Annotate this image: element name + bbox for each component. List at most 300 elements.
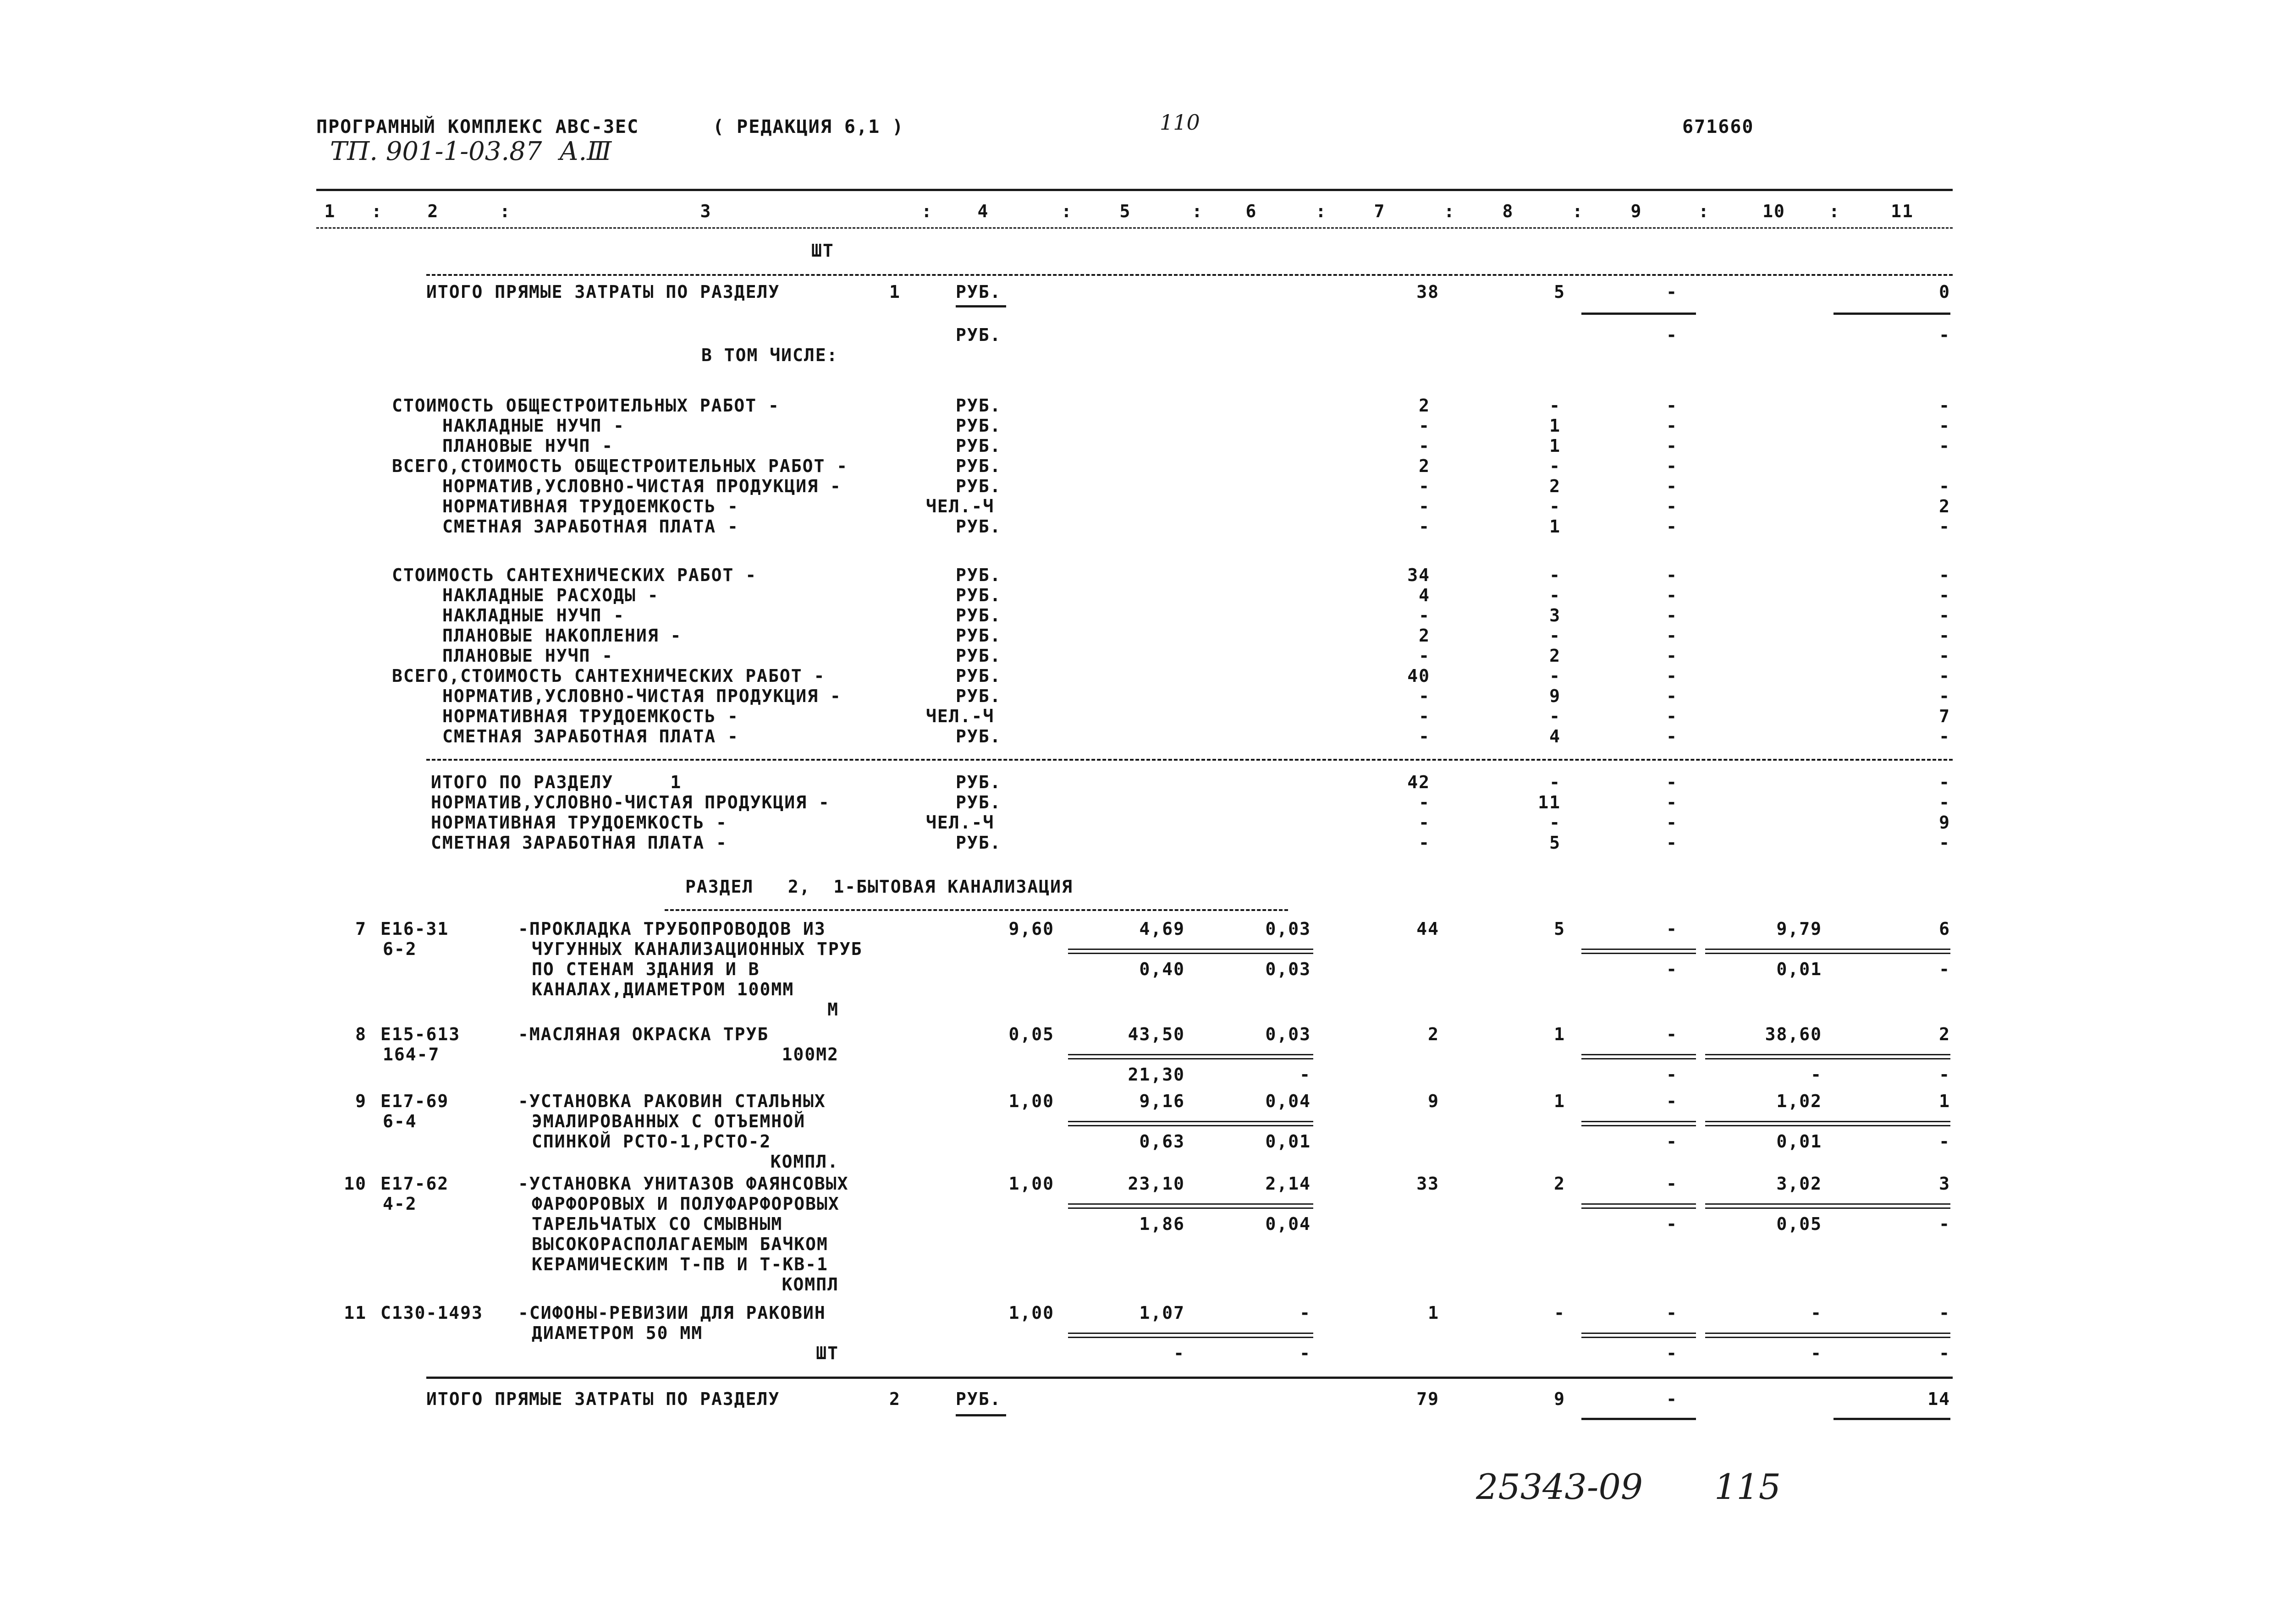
machine-cell: -: [1666, 706, 1678, 726]
column-number: 7: [1374, 201, 1386, 221]
cell-divider: [1705, 1054, 1829, 1059]
column-separator: :: [1698, 201, 1710, 221]
album-ref: А.Ⅲ: [559, 137, 612, 166]
machine-cell: -: [1666, 772, 1678, 792]
unit-cell: РУБ.: [956, 436, 1002, 456]
unit-cell: ЧЕЛ.-Ч: [926, 812, 995, 833]
wage-cell: -: [1549, 666, 1561, 686]
cell-underline: [1581, 313, 1696, 315]
unit-cell: РУБ.: [956, 686, 1002, 706]
item-description: ФАРФОРОВЫХ И ПОЛУФАРФОРОВЫХ: [532, 1194, 840, 1214]
item-unit: КОМПЛ: [782, 1274, 839, 1295]
machine-cell: -: [1666, 516, 1678, 537]
machine-cell: -: [1666, 416, 1678, 436]
unit-cell: РУБ.: [956, 325, 1002, 345]
column-separator: :: [1444, 201, 1455, 221]
item-description: -МАСЛЯНАЯ ОКРАСКА ТРУБ: [518, 1024, 769, 1044]
column-number: 1: [324, 201, 336, 221]
unit-price-sub: 0,40: [1139, 959, 1185, 979]
wage-total: 9: [1554, 1389, 1565, 1409]
unit-wage-cell: 0,04: [1265, 1091, 1311, 1111]
labour-cell: -: [1939, 792, 1950, 812]
machine-cell: -: [1666, 646, 1678, 666]
machine-sub: -: [1666, 1343, 1678, 1363]
cost-cell: 33: [1416, 1174, 1439, 1194]
labour-cell: 7: [1939, 706, 1950, 726]
column-separator: :: [1829, 201, 1840, 221]
cost-cell: -: [1419, 416, 1430, 436]
norm-cell: -: [1811, 1303, 1822, 1323]
norm-cell: 1,02: [1776, 1091, 1822, 1111]
labour-sub: -: [1939, 1131, 1950, 1152]
cost-cell: -: [1419, 812, 1430, 833]
cell-divider: [1192, 949, 1313, 954]
cell-divider: [1068, 949, 1192, 954]
labour-cell: 1: [1939, 1091, 1950, 1111]
wage-cell: -: [1549, 812, 1561, 833]
section2-total-rule: [426, 1377, 1953, 1379]
header-rule-bottom: [316, 227, 1953, 229]
wage-cell: 5: [1549, 833, 1561, 853]
cell-divider: [1581, 1333, 1696, 1338]
machine-cell: -: [1666, 436, 1678, 456]
edition-label: ( РЕДАКЦИЯ 6,1 ): [713, 116, 904, 137]
cell-divider: [1192, 1333, 1313, 1338]
wage-cell: -: [1549, 772, 1561, 792]
machine-sub: -: [1666, 1064, 1678, 1085]
unit-cell: РУБ.: [956, 666, 1002, 686]
summary-row-label: НОРМАТИВ,УСЛОВНО-ЧИСТАЯ ПРОДУКЦИЯ -: [442, 686, 842, 706]
item-description: -УСТАНОВКА РАКОВИН СТАЛЬНЫХ: [518, 1091, 826, 1111]
wage-cell: -: [1549, 706, 1561, 726]
norm-sub: -: [1811, 1343, 1822, 1363]
labour-cell: -: [1939, 436, 1950, 456]
machine-cell: -: [1666, 1174, 1678, 1194]
wage-cell: 5: [1554, 919, 1565, 939]
section1-total-num: 1: [889, 282, 901, 302]
cell-divider: [1068, 1054, 1192, 1059]
cell-divider: [1705, 949, 1829, 954]
cell-divider: [1581, 949, 1696, 954]
unit-cell: РУБ.: [956, 1389, 1002, 1409]
wage-cell: -: [1549, 585, 1561, 605]
cost-cell: -: [1419, 436, 1430, 456]
labour-cell: -: [1939, 416, 1950, 436]
column-number: 10: [1762, 201, 1785, 221]
item-code: Е17-62: [380, 1174, 449, 1194]
unit-wage-cell: 2,14: [1265, 1174, 1311, 1194]
item-number: 9: [355, 1091, 367, 1111]
labour-cell: -: [1939, 646, 1950, 666]
wage-cell: 4: [1549, 726, 1561, 746]
norm-sub: 0,01: [1776, 959, 1822, 979]
cell-divider: [1829, 1333, 1950, 1338]
unit-wage-cell: 0,03: [1265, 1024, 1311, 1044]
machine-cell: -: [1666, 496, 1678, 516]
summary-row-label: НОРМАТИВНАЯ ТРУДОЕМКОСТЬ -: [431, 812, 727, 833]
labour-sub: -: [1939, 1064, 1950, 1085]
cell-divider: [1705, 1203, 1829, 1209]
item-code-ref: 4-2: [383, 1194, 417, 1214]
wage-cell: -: [1549, 625, 1561, 646]
cost-cell: -: [1419, 476, 1430, 496]
cell-divider: [1705, 1121, 1829, 1126]
unit-cell: РУБ.: [956, 646, 1002, 666]
cost-cell: -: [1419, 646, 1430, 666]
labour-total: 0: [1939, 282, 1950, 302]
cell-underline: [1581, 1418, 1696, 1420]
subtotal-rule: [426, 759, 1953, 761]
unit-wage-cell: 0,03: [1265, 919, 1311, 939]
labour-cell: 9: [1939, 812, 1950, 833]
summary-row-label: НОРМАТИВ,УСЛОВНО-ЧИСТАЯ ПРОДУКЦИЯ -: [442, 476, 842, 496]
wage-cell: 11: [1538, 792, 1561, 812]
machine-cell: -: [1666, 456, 1678, 476]
unit-cell: РУБ.: [956, 772, 1002, 792]
unit-cell: РУБ.: [956, 395, 1002, 416]
summary-row-label: ИТОГО ПО РАЗДЕЛУ 1: [431, 772, 682, 792]
summary-row-label: СМЕТНАЯ ЗАРАБОТНАЯ ПЛАТА -: [442, 726, 739, 746]
machine-cell: -: [1666, 726, 1678, 746]
labour-sub: -: [1939, 1343, 1950, 1363]
summary-row-label: ВСЕГО,СТОИМОСТЬ ОБЩЕСТРОИТЕЛЬНЫХ РАБОТ -: [392, 456, 848, 476]
unit-cell: РУБ.: [956, 456, 1002, 476]
archive-number: 25343-09: [1476, 1466, 1643, 1507]
cost-cell: 2: [1419, 395, 1430, 416]
machine-cell: -: [1666, 395, 1678, 416]
wage-cell: 3: [1549, 605, 1561, 625]
column-number: 6: [1245, 201, 1257, 221]
unit-price-sub: 21,30: [1128, 1064, 1185, 1085]
sheet-number: 115: [1714, 1466, 1781, 1507]
machine-sub: -: [1666, 1214, 1678, 1234]
unit-cell: РУБ.: [956, 605, 1002, 625]
labour-total: 14: [1927, 1389, 1950, 1409]
norm-cell: 9,79: [1776, 919, 1822, 939]
cost-cell: 2: [1419, 456, 1430, 476]
cell-divider: [1581, 1203, 1696, 1209]
machine-total: -: [1666, 282, 1678, 302]
machine-cell: -: [1666, 565, 1678, 585]
unit-cell: ЧЕЛ.-Ч: [926, 496, 995, 516]
unit-wage-sub: -: [1299, 1343, 1311, 1363]
including-heading: В ТОМ ЧИСЛЕ:: [701, 345, 838, 365]
item-code-ref: 6-2: [383, 939, 417, 959]
section2-total-num: 2: [889, 1389, 901, 1409]
machine-cell: -: [1666, 812, 1678, 833]
machine-cell: -: [1666, 605, 1678, 625]
project-ref: ТП. 901-1-03.87: [330, 137, 542, 166]
quantity-cell: 9,60: [1008, 919, 1054, 939]
summary-row-label: СТОИМОСТЬ ОБЩЕСТРОИТЕЛЬНЫХ РАБОТ -: [392, 395, 780, 416]
unit-cell: РУБ.: [956, 585, 1002, 605]
item-description: -ПРОКЛАДКА ТРУБОПРОВОДОВ ИЗ: [518, 919, 826, 939]
item-number: 10: [344, 1174, 367, 1194]
item-unit: М: [827, 999, 839, 1020]
labour-cell: 2: [1939, 496, 1950, 516]
unit-wage-cell: -: [1299, 1303, 1311, 1323]
cell-divider: [1192, 1121, 1313, 1126]
labour-cell: 2: [1939, 1024, 1950, 1044]
item-number: 7: [355, 919, 367, 939]
quantity-cell: 1,00: [1008, 1091, 1054, 1111]
column-number: 3: [700, 201, 712, 221]
unit-wage-sub: -: [1299, 1064, 1311, 1085]
column-separator: :: [371, 201, 383, 221]
wage-cell: -: [1549, 565, 1561, 585]
cost-cell: -: [1419, 706, 1430, 726]
labour-cell: -: [1939, 726, 1950, 746]
wage-cell: 2: [1554, 1174, 1565, 1194]
quantity-cell: 1,00: [1008, 1303, 1054, 1323]
item-description: КЕРАМИЧЕСКИМ Т-ПВ И Т-КВ-1: [532, 1254, 828, 1274]
item-code: С130-1493: [380, 1303, 483, 1323]
cell-divider: [1068, 1333, 1192, 1338]
section2-title: РАЗДЕЛ 2, 1-БЫТОВАЯ КАНАЛИЗАЦИЯ: [685, 877, 1073, 897]
summary-row-label: НАКЛАДНЫЕ НУЧП -: [442, 605, 625, 625]
cell-underline: [1834, 313, 1950, 315]
item-number: 8: [355, 1024, 367, 1044]
norm-sub: -: [1811, 1064, 1822, 1085]
cell-divider: [1829, 949, 1950, 954]
item-description: СПИНКОЙ РСТО-1,РСТО-2: [532, 1131, 771, 1152]
summary-row-label: ПЛАНОВЫЕ НУЧП -: [442, 646, 614, 666]
unit-price-sub: -: [1173, 1343, 1185, 1363]
labour-cell: 3: [1939, 1174, 1950, 1194]
machine-sub: -: [1666, 1131, 1678, 1152]
labour-cell: -: [1939, 625, 1950, 646]
norm-cell: 38,60: [1765, 1024, 1822, 1044]
labour-cell: -: [1939, 565, 1950, 585]
top-unit: ШТ: [811, 241, 834, 261]
machine-sub: -: [1666, 959, 1678, 979]
item-code: Е16-31: [380, 919, 449, 939]
column-separator: :: [1572, 201, 1584, 221]
wage-cell: -: [1549, 496, 1561, 516]
summary-row-label: СМЕТНАЯ ЗАРАБОТНАЯ ПЛАТА -: [431, 833, 727, 853]
wage-total: 5: [1554, 282, 1565, 302]
item-number: 11: [344, 1303, 367, 1323]
summary-row-label: СМЕТНАЯ ЗАРАБОТНАЯ ПЛАТА -: [442, 516, 739, 537]
unit-cell: РУБ.: [956, 282, 1002, 302]
wage-cell: 1: [1554, 1091, 1565, 1111]
labour-cell: -: [1939, 476, 1950, 496]
cell-divider: [1068, 1203, 1192, 1209]
item-code-ref: 6-4: [383, 1111, 417, 1131]
wage-cell: 1: [1549, 436, 1561, 456]
cost-cell: 2: [1419, 625, 1430, 646]
section1-total-label: ИТОГО ПРЯМЫЕ ЗАТРАТЫ ПО РАЗДЕЛУ: [426, 282, 780, 302]
cost-cell: -: [1419, 605, 1430, 625]
item-unit: КОМПЛ.: [770, 1152, 839, 1172]
item-description: -СИФОНЫ-РЕВИЗИИ ДЛЯ РАКОВИН: [518, 1303, 826, 1323]
labour-cell: -: [1939, 605, 1950, 625]
wage-cell: 2: [1549, 476, 1561, 496]
cost-cell: -: [1419, 496, 1430, 516]
column-number: 4: [977, 201, 989, 221]
summary-row-label: СТОИМОСТЬ САНТЕХНИЧЕСКИХ РАБОТ -: [392, 565, 757, 585]
unit-cell: РУБ.: [956, 565, 1002, 585]
page-mark: 110: [1160, 110, 1200, 135]
wage-cell: 1: [1549, 416, 1561, 436]
unit-cell: ЧЕЛ.-Ч: [926, 706, 995, 726]
machine-total: -: [1666, 1389, 1678, 1409]
wage-cell: -: [1554, 1303, 1565, 1323]
quantity-cell: 0,05: [1008, 1024, 1054, 1044]
item-code: Е15-613: [380, 1024, 461, 1044]
cell-divider: [1581, 1121, 1696, 1126]
labour-cell: -: [1939, 772, 1950, 792]
item-description: ЧУГУННЫХ КАНАЛИЗАЦИОННЫХ ТРУБ: [532, 939, 863, 959]
program-title: ПРОГРАМНЫЙ КОМПЛЕКС АВС-ЗЕС: [316, 116, 639, 137]
unit-price-sub: 1,86: [1139, 1214, 1185, 1234]
cost-cell: -: [1419, 516, 1430, 537]
cost-cell: 44: [1416, 919, 1439, 939]
doc-code: 671660: [1682, 116, 1754, 137]
summary-row-label: ПЛАНОВЫЕ НУЧП -: [442, 436, 614, 456]
cost-total: 38: [1416, 282, 1439, 302]
item-code-ref: 164-7: [383, 1044, 440, 1064]
cost-cell: -: [1419, 833, 1430, 853]
wage-cell: 1: [1549, 516, 1561, 537]
machine-cell: -: [1666, 1024, 1678, 1044]
cell-divider: [1829, 1121, 1950, 1126]
labour-cell: -: [1939, 585, 1950, 605]
wage-cell: 2: [1549, 646, 1561, 666]
summary-row-label: ПЛАНОВЫЕ НАКОПЛЕНИЯ -: [442, 625, 682, 646]
unit-wage-sub: 0,03: [1265, 959, 1311, 979]
item-unit: 100М2: [782, 1044, 839, 1064]
item-description: ЭМАЛИРОВАННЫХ С ОТЪЕМНОЙ: [532, 1111, 806, 1131]
unit-price-sub: 0,63: [1139, 1131, 1185, 1152]
unit-cell: РУБ.: [956, 516, 1002, 537]
quantity-cell: 1,00: [1008, 1174, 1054, 1194]
cell-divider: [1192, 1054, 1313, 1059]
unit-wage-sub: 0,04: [1265, 1214, 1311, 1234]
cell-divider: [1829, 1054, 1950, 1059]
machine-cell: -: [1666, 686, 1678, 706]
cell-underline: [1834, 1418, 1950, 1420]
cost-cell: 34: [1407, 565, 1430, 585]
labour-cell: -: [1939, 833, 1950, 853]
column-number: 11: [1891, 201, 1914, 221]
unit-price-cell: 9,16: [1139, 1091, 1185, 1111]
unit-price-cell: 23,10: [1128, 1174, 1185, 1194]
header-rule-top: [316, 189, 1953, 191]
cost-cell: -: [1419, 726, 1430, 746]
unit-cell: РУБ.: [956, 416, 1002, 436]
labour-sub: -: [1939, 959, 1950, 979]
unit-cell: РУБ.: [956, 792, 1002, 812]
machine-cell: -: [1666, 666, 1678, 686]
machine-cell: -: [1666, 476, 1678, 496]
unit-underline: [956, 1414, 1006, 1416]
cell-divider: [1068, 1121, 1192, 1126]
item-unit: ШТ: [816, 1343, 839, 1363]
cell-divider: [1581, 1054, 1696, 1059]
machine-total: -: [1666, 325, 1678, 345]
column-separator: :: [1061, 201, 1073, 221]
summary-row-label: НАКЛАДНЫЕ РАСХОДЫ -: [442, 585, 659, 605]
summary-row-label: НОРМАТИВНАЯ ТРУДОЕМКОСТЬ -: [442, 496, 739, 516]
labour-cell: -: [1939, 516, 1950, 537]
cell-divider: [1705, 1333, 1829, 1338]
cost-cell: -: [1419, 686, 1430, 706]
unit-cell: РУБ.: [956, 833, 1002, 853]
wage-cell: -: [1549, 456, 1561, 476]
column-separator: :: [1316, 201, 1327, 221]
column-separator: :: [921, 201, 933, 221]
item-description: ВЫСОКОРАСПОЛАГАЕМЫМ БАЧКОМ: [532, 1234, 828, 1254]
unit-cell: РУБ.: [956, 726, 1002, 746]
norm-cell: 3,02: [1776, 1174, 1822, 1194]
item-description: ПО СТЕНАМ ЗДАНИЯ И В: [532, 959, 760, 979]
column-number: 9: [1630, 201, 1642, 221]
section2-title-rule: [665, 909, 1288, 911]
column-number: 5: [1119, 201, 1131, 221]
machine-cell: -: [1666, 585, 1678, 605]
section2-total-label: ИТОГО ПРЯМЫЕ ЗАТРАТЫ ПО РАЗДЕЛУ: [426, 1389, 780, 1409]
unit-price-cell: 1,07: [1139, 1303, 1185, 1323]
item-description: КАНАЛАХ,ДИАМЕТРОМ 100ММ: [532, 979, 794, 999]
labour-total: -: [1939, 325, 1950, 345]
wage-cell: 9: [1549, 686, 1561, 706]
summary-row-label: НОРМАТИВНАЯ ТРУДОЕМКОСТЬ -: [442, 706, 739, 726]
labour-cell: -: [1939, 686, 1950, 706]
unit-wage-sub: 0,01: [1265, 1131, 1311, 1152]
machine-cell: -: [1666, 1303, 1678, 1323]
unit-underline: [956, 305, 1006, 307]
labour-cell: -: [1939, 666, 1950, 686]
section1-total-rule: [426, 274, 1953, 276]
labour-sub: -: [1939, 1214, 1950, 1234]
unit-cell: РУБ.: [956, 625, 1002, 646]
summary-row-label: НОРМАТИВ,УСЛОВНО-ЧИСТАЯ ПРОДУКЦИЯ -: [431, 792, 830, 812]
machine-cell: -: [1666, 1091, 1678, 1111]
item-description: ДИАМЕТРОМ 50 ММ: [532, 1323, 703, 1343]
cost-cell: 4: [1419, 585, 1430, 605]
column-separator: :: [500, 201, 511, 221]
unit-price-cell: 43,50: [1128, 1024, 1185, 1044]
cost-cell: 9: [1428, 1091, 1439, 1111]
norm-sub: 0,05: [1776, 1214, 1822, 1234]
cell-divider: [1192, 1203, 1313, 1209]
item-description: ТАРЕЛЬЧАТЫХ СО СМЫВНЫМ: [532, 1214, 783, 1234]
wage-cell: -: [1549, 395, 1561, 416]
summary-row-label: ВСЕГО,СТОИМОСТЬ САНТЕХНИЧЕСКИХ РАБОТ -: [392, 666, 826, 686]
summary-row-label: НАКЛАДНЫЕ НУЧП -: [442, 416, 625, 436]
column-number: 2: [427, 201, 439, 221]
unit-price-cell: 4,69: [1139, 919, 1185, 939]
machine-cell: -: [1666, 919, 1678, 939]
machine-cell: -: [1666, 792, 1678, 812]
cost-total: 79: [1416, 1389, 1439, 1409]
cost-cell: -: [1419, 792, 1430, 812]
cost-cell: 42: [1407, 772, 1430, 792]
column-number: 8: [1502, 201, 1514, 221]
cost-cell: 2: [1428, 1024, 1439, 1044]
wage-cell: 1: [1554, 1024, 1565, 1044]
machine-cell: -: [1666, 625, 1678, 646]
unit-cell: РУБ.: [956, 476, 1002, 496]
item-code: Е17-69: [380, 1091, 449, 1111]
machine-cell: -: [1666, 833, 1678, 853]
norm-sub: 0,01: [1776, 1131, 1822, 1152]
labour-cell: -: [1939, 1303, 1950, 1323]
cell-divider: [1829, 1203, 1950, 1209]
labour-cell: -: [1939, 395, 1950, 416]
item-description: -УСТАНОВКА УНИТАЗОВ ФАЯНСОВЫХ: [518, 1174, 849, 1194]
